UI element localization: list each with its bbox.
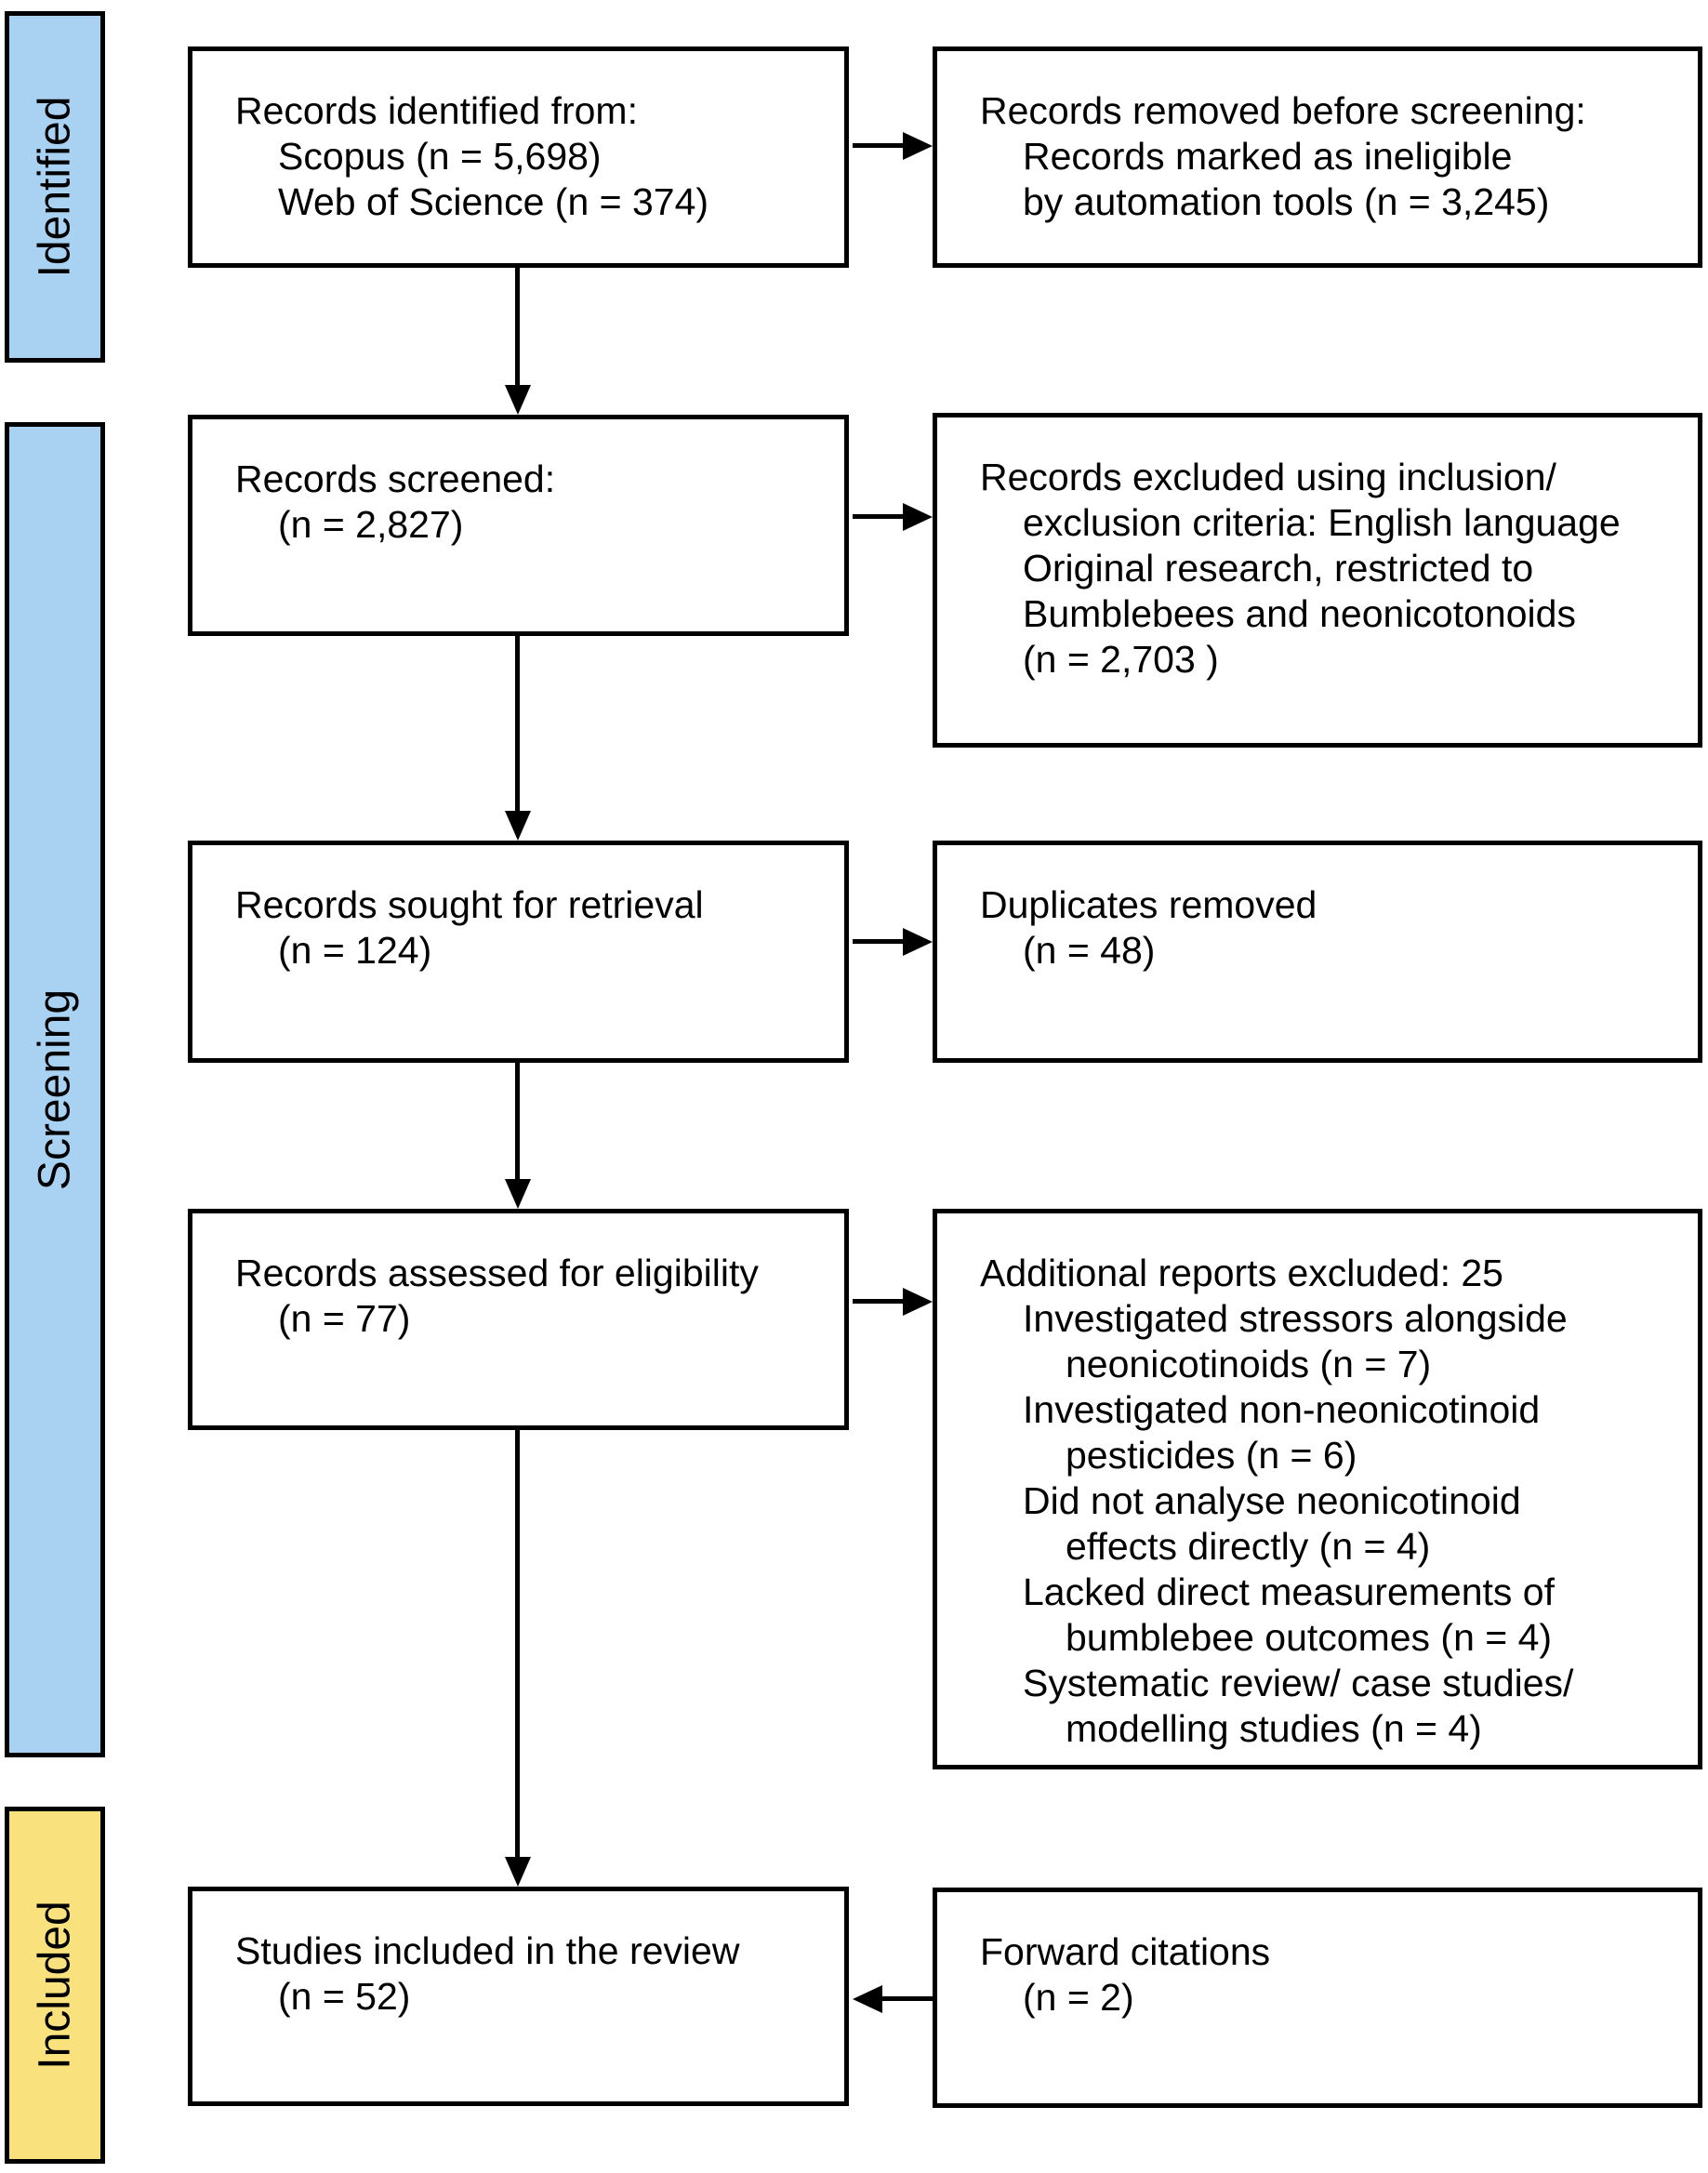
box-text-line: Records removed before screening:: [980, 89, 1586, 132]
box-text-line: Duplicates removed: [980, 883, 1317, 926]
box-text-line: Did not analyse neonicotinoid: [1023, 1479, 1521, 1522]
arrow-shaft: [853, 939, 905, 944]
box-text-line: (n = 2): [1023, 1976, 1134, 2019]
stage-label-screening-text: Screening: [30, 988, 80, 1191]
box-text-line: (n = 2,827): [278, 503, 464, 546]
box-text-line: Records marked as ineligible: [1023, 135, 1513, 178]
box-text-line: Web of Science (n = 374): [278, 180, 709, 223]
stage-label-screening: [5, 422, 105, 1757]
box-text-line: effects directly (n = 4): [1066, 1525, 1431, 1568]
box-text-line: Investigated non-neonicotinoid: [1023, 1388, 1541, 1431]
arrow-right-head-icon: [903, 1288, 933, 1316]
box-records-sought: [188, 841, 849, 1063]
box-records-removed: [933, 46, 1702, 268]
stage-label-included: [5, 1807, 105, 2164]
box-text-line: modelling studies (n = 4): [1066, 1707, 1482, 1750]
box-records-assessed: [188, 1209, 849, 1430]
arrow-screened-to-sought: [505, 636, 531, 841]
stage-label-identified: [5, 11, 105, 363]
box-reports-excluded: [933, 1209, 1702, 1769]
arrow-assessed-to-included: [505, 1430, 531, 1887]
box-text-line: neonicotinoids (n = 7): [1066, 1343, 1432, 1385]
arrow-down-head-icon: [505, 1179, 531, 1209]
arrow-left-head-icon: [853, 1985, 882, 2013]
box-text-line: Records identified from:: [235, 89, 638, 132]
box-text-line: Scopus (n = 5,698): [278, 135, 602, 178]
arrow-sought-to-duplicates: [853, 928, 933, 956]
arrow-shaft: [515, 1063, 520, 1179]
arrow-shaft: [853, 514, 905, 519]
arrow-assessed-to-reports-excluded: [853, 1288, 933, 1316]
arrow-right-head-icon: [903, 132, 933, 160]
box-text-line: (n = 2,703 ): [1023, 638, 1219, 681]
arrow-down-head-icon: [505, 385, 531, 415]
box-text-line: Investigated stressors alongside: [1023, 1297, 1568, 1340]
box-text-line: Records sought for retrieval: [235, 883, 704, 926]
arrow-sought-to-assessed: [505, 1063, 531, 1209]
box-text-line: Lacked direct measurements of: [1023, 1570, 1555, 1613]
box-records-screened: [188, 415, 849, 636]
arrow-shaft: [853, 143, 905, 148]
arrow-identified-to-screened: [505, 268, 531, 415]
box-text-line: (n = 48): [1023, 929, 1156, 972]
box-text-line: Bumblebees and neonicotonoids: [1023, 592, 1576, 635]
box-studies-included: [188, 1887, 849, 2106]
stage-label-identified-text: Identified: [30, 96, 80, 278]
box-text-line: bumblebee outcomes (n = 4): [1066, 1616, 1553, 1659]
arrow-shaft: [853, 1299, 905, 1304]
box-text-line: (n = 77): [278, 1297, 411, 1340]
box-text-line: Records excluded using inclusion/: [980, 456, 1556, 498]
box-text-line: Additional reports excluded: 25: [980, 1252, 1503, 1294]
arrow-shaft: [515, 1430, 520, 1857]
box-text-line: Records assessed for eligibility: [235, 1252, 759, 1294]
box-text-line: Original research, restricted to: [1023, 547, 1534, 590]
box-forward-citations: [933, 1888, 1702, 2108]
box-text-line: (n = 52): [278, 1975, 411, 2018]
arrow-right-head-icon: [903, 928, 933, 956]
box-text-line: (n = 124): [278, 929, 432, 972]
box-text-line: exclusion criteria: English language: [1023, 501, 1621, 544]
box-text-line: Forward citations: [980, 1930, 1271, 1973]
arrow-identified-to-removed: [853, 132, 933, 160]
arrow-down-head-icon: [505, 1857, 531, 1887]
stage-label-included-text: Included: [30, 1901, 80, 2070]
arrow-down-head-icon: [505, 811, 531, 841]
box-records-identified: [188, 46, 849, 268]
box-records-excluded: [933, 413, 1702, 748]
arrow-forward-citations-to-included: [853, 1985, 933, 2013]
arrow-shaft: [515, 268, 520, 385]
box-text-line: Studies included in the review: [235, 1929, 740, 1972]
arrow-screened-to-excluded: [853, 503, 933, 531]
arrow-shaft: [880, 1996, 933, 2001]
box-duplicates-removed: [933, 841, 1702, 1063]
box-text-line: Systematic review/ case studies/: [1023, 1662, 1574, 1704]
arrow-shaft: [515, 636, 520, 811]
box-text-line: Records screened:: [235, 457, 556, 500]
box-text-line: by automation tools (n = 3,245): [1023, 180, 1550, 223]
arrow-right-head-icon: [903, 503, 933, 531]
box-text-line: pesticides (n = 6): [1066, 1434, 1357, 1477]
